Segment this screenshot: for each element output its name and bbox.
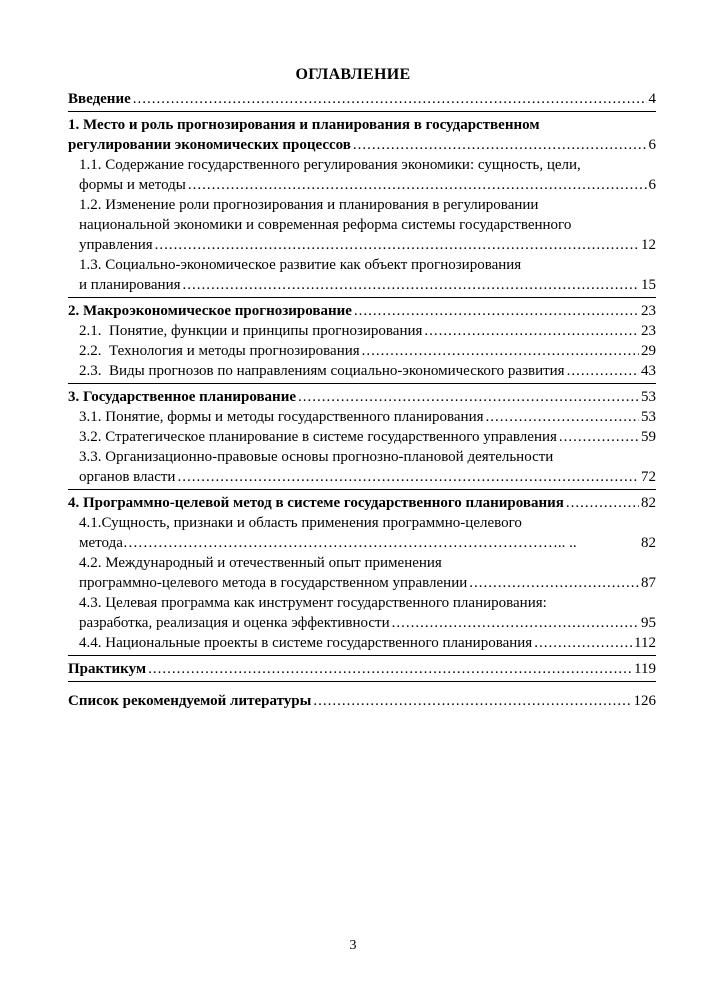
toc-page-number: 82	[641, 495, 656, 511]
toc-entry-text: 3.3. Организационно-правовые основы прогнозно-плановой деятельности	[79, 449, 554, 465]
toc-entry-text: 1.1. Содержание государственного регулирования экономики: сущность, цели,	[79, 157, 581, 173]
toc-page-number: 82	[641, 535, 656, 551]
toc-entry-text: и планирования	[79, 277, 181, 293]
toc-section-4-3-line1[interactable]	[68, 593, 656, 613]
toc-entry-text: разработка, реализация и оценка эффективности	[79, 615, 390, 631]
toc-page-number: 119	[634, 661, 656, 677]
page-number: 3	[349, 938, 357, 953]
toc-chapter-1-line2[interactable]	[68, 135, 656, 155]
toc-entry-text: 2.3. Виды прогнозов по направлениям социально-экономического развития	[79, 363, 565, 379]
toc-page-number: 87	[641, 575, 656, 591]
toc-section-1-1-line2[interactable]	[68, 175, 656, 195]
toc-entry-text: Введение	[68, 91, 131, 107]
toc-page-number: 53	[641, 389, 656, 405]
toc-page-number: 4	[648, 91, 656, 107]
section-divider	[68, 297, 656, 298]
toc-entry-text: 4.3. Целевая программа как инструмент государственного планирования:	[79, 595, 547, 611]
toc-entry-text: 4.4. Национальные проекты в системе государственного планирования	[79, 635, 533, 651]
section-divider	[68, 681, 656, 682]
leader-dots	[566, 493, 639, 513]
leader-dots	[354, 301, 639, 321]
toc-entry-text: 3.1. Понятие, формы и методы государственного планирования	[79, 409, 484, 425]
toc-chapter-2[interactable]	[68, 301, 656, 321]
toc-section-1-3-line2[interactable]	[68, 275, 656, 295]
toc-section-1-2-line3[interactable]	[68, 235, 656, 255]
toc-chapter-1-line1[interactable]	[68, 115, 656, 135]
leader-dots	[559, 427, 639, 447]
leader-dots	[392, 613, 639, 633]
toc-page-number: 23	[641, 323, 656, 339]
toc-page-number: 43	[641, 363, 656, 379]
toc-section-2-2[interactable]	[68, 341, 656, 361]
toc-section-3-2[interactable]	[68, 427, 656, 447]
leader-dots	[133, 89, 647, 109]
leader-dots	[469, 573, 639, 593]
toc-page-number: 59	[641, 429, 656, 445]
toc-entry-text: метода…………………………………………………………………………….. ..	[79, 535, 577, 551]
leader-dots	[177, 467, 639, 487]
toc-entry-text: программно-целевого метода в государственном управлении	[79, 575, 468, 591]
toc-page-number: 53	[641, 409, 656, 425]
toc-section-3-1[interactable]	[68, 407, 656, 427]
toc-entry-text: национальной экономики и современная реформа системы государственного	[79, 217, 572, 233]
toc-entry-text: 4.2. Международный и отечественный опыт применения	[79, 555, 442, 571]
leader-dots	[313, 691, 631, 711]
toc-section-1-2-line2[interactable]	[68, 215, 656, 235]
toc-section-1-2-line1[interactable]	[68, 195, 656, 215]
toc-chapter-4[interactable]	[68, 493, 656, 513]
leader-dots	[353, 135, 647, 155]
toc-section-4-4[interactable]	[68, 633, 656, 653]
toc-page-number: 12	[641, 237, 656, 253]
toc-section-4-1-line1[interactable]	[68, 513, 656, 533]
toc-entry-text: Список рекомендуемой литературы	[68, 693, 312, 709]
toc-entry-text: Практикум	[68, 661, 147, 677]
toc-page-number: 29	[641, 343, 656, 359]
section-divider	[68, 655, 656, 656]
toc-page-number: 23	[641, 303, 656, 319]
toc-entry-literature[interactable]	[68, 691, 656, 711]
toc-page-number: 72	[641, 469, 656, 485]
toc-entry-text: 2. Макроэкономическое прогнозирование	[68, 303, 352, 319]
toc-page-number: 6	[648, 137, 656, 153]
section-divider	[68, 383, 656, 384]
table-of-contents	[68, 89, 656, 711]
toc-section-4-2-line1[interactable]	[68, 553, 656, 573]
toc-section-3-3-line2[interactable]	[68, 467, 656, 487]
toc-section-4-2-line2[interactable]	[68, 573, 656, 593]
toc-entry-text: формы и методы	[79, 177, 186, 193]
toc-section-4-3-line2[interactable]	[68, 613, 656, 633]
toc-entry-text: 1.3. Социально-экономическое развитие как объект прогнозирования	[79, 257, 522, 273]
toc-entry-text: 4.1.Сущность, признаки и область применения программно-целевого	[79, 515, 522, 531]
toc-entry-text: 4. Программно-целевой метод в системе государственного планирования	[68, 495, 564, 511]
leader-dots	[183, 275, 640, 295]
toc-chapter-3[interactable]	[68, 387, 656, 407]
toc-page-number: 112	[634, 635, 656, 651]
toc-entry-text: управления	[79, 237, 153, 253]
toc-entry-text: 3.2. Стратегическое планирование в системе государственного управления	[79, 429, 557, 445]
toc-entry-text: 2.2. Технология и методы прогнозирования	[79, 343, 360, 359]
toc-section-1-3-line1[interactable]	[68, 255, 656, 275]
toc-entry-text: органов власти	[79, 469, 176, 485]
toc-page-number: 126	[633, 693, 656, 709]
toc-section-2-3[interactable]	[68, 361, 656, 381]
toc-page-number: 95	[641, 615, 656, 631]
leader-dots	[424, 321, 639, 341]
toc-section-1-1-line1[interactable]	[68, 155, 656, 175]
toc-entry-intro[interactable]	[68, 89, 656, 109]
leader-dots	[534, 633, 632, 653]
leader-dots	[188, 175, 647, 195]
leader-dots	[155, 235, 639, 255]
toc-entry-text: регулировании экономических процессов	[68, 137, 351, 153]
toc-section-2-1[interactable]	[68, 321, 656, 341]
page-title: ОГЛАВЛЕНИЕ	[295, 66, 411, 83]
toc-entry-practicum[interactable]	[68, 659, 656, 679]
leader-dots	[148, 659, 632, 679]
toc-page-number: 15	[641, 277, 656, 293]
toc-entry-text: 1.2. Изменение роли прогнозирования и планирования в регулировании	[79, 197, 539, 213]
toc-entry-text: 1. Место и роль прогнозирования и планирования в государственном	[68, 117, 540, 133]
toc-entry-text: 3. Государственное планирование	[68, 389, 297, 405]
toc-section-4-1-line2[interactable]	[68, 533, 656, 553]
leader-dots	[567, 361, 639, 381]
toc-entry-text: 2.1. Понятие, функции и принципы прогнозирования	[79, 323, 423, 339]
leader-dots	[298, 387, 639, 407]
leader-dots	[486, 407, 639, 427]
section-divider	[68, 111, 656, 112]
section-divider	[68, 489, 656, 490]
toc-page-number: 6	[648, 177, 656, 193]
toc-section-3-3-line1[interactable]	[68, 447, 656, 467]
leader-dots	[362, 341, 639, 361]
